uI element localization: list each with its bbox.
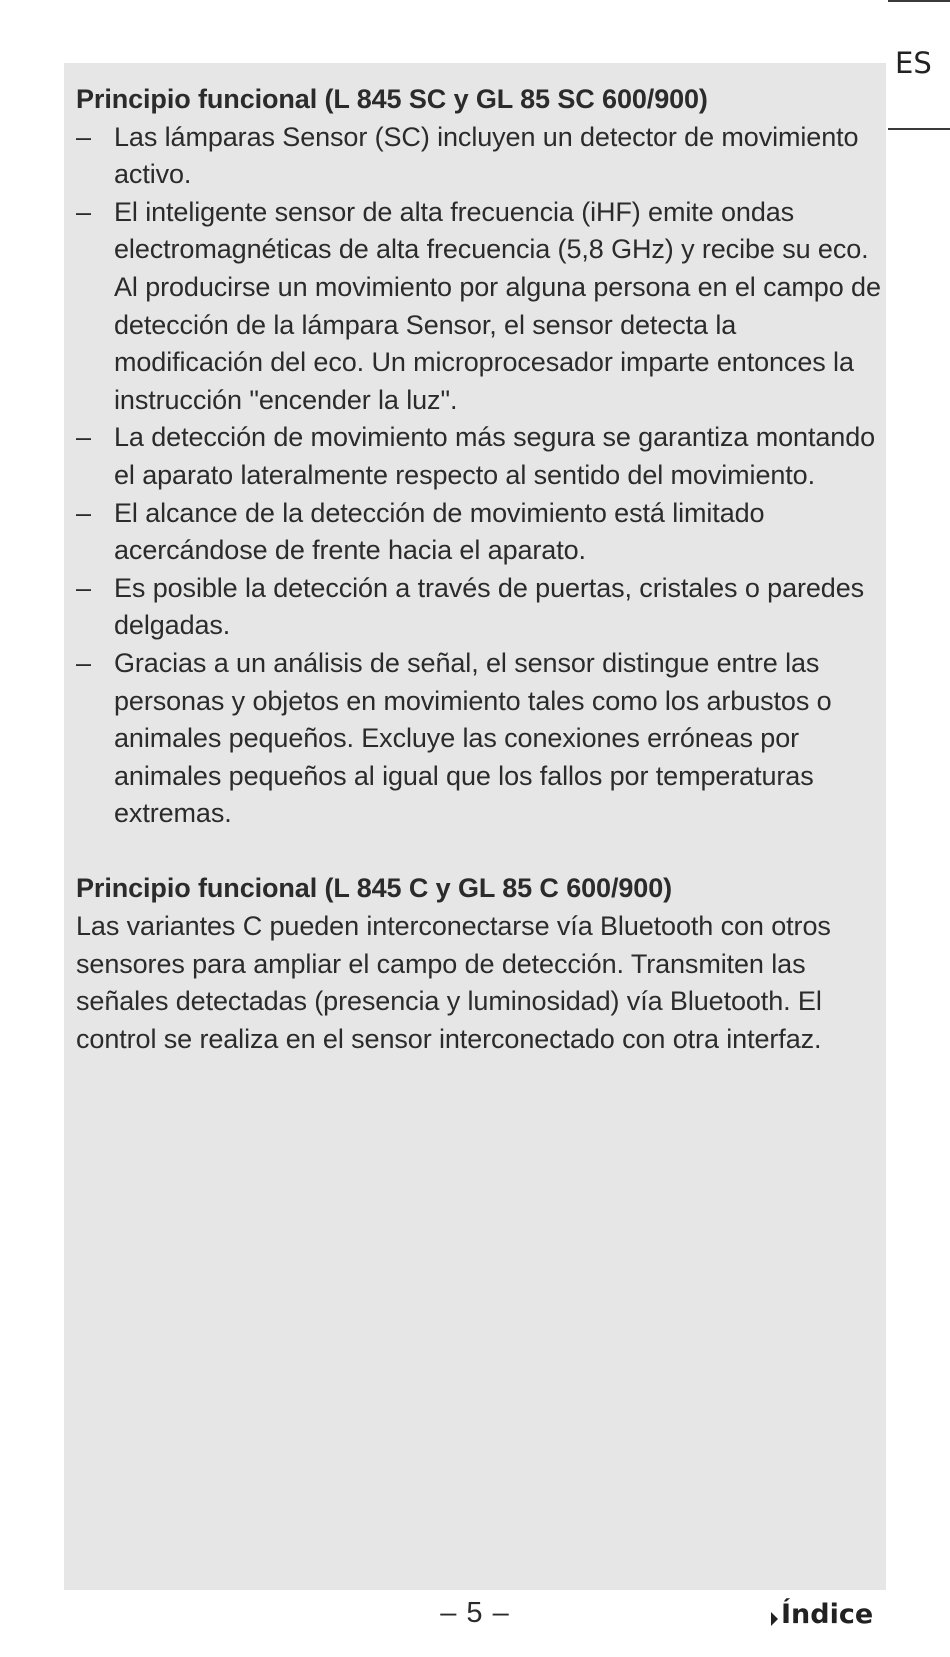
language-tab-bottom-rule [888, 128, 950, 130]
bullet-text: El inteligente sensor de alta frecuencia (iHF) emite ondas electromagnéticas de alta frecuencia (5,8 GHz) y recibe su eco. Al producirse un movimiento por alguna persona en el campo de detección de la lámpara Sensor, el sensor detecta la modificación del eco. Un microprocesador imparte entonces la instrucción "encender la luz". [114, 196, 881, 415]
list-item [76, 119, 888, 194]
bullet-dash: – [76, 647, 91, 678]
bullet-dash: – [76, 121, 91, 152]
section2-heading: Principio funcional (L 845 C y GL 85 C 600/900) [76, 873, 673, 904]
list-item [76, 495, 888, 570]
bullet-text: Gracias a un análisis de señal, el sensor distingue entre las personas y objetos en movimiento tales como los arbustos o animales pequeños. Excluye las conexiones erróneas por animales pequeños al igual que los fallos por temperaturas extremas. [114, 647, 832, 829]
bullet-text: El alcance de la detección de movimiento está limitado acercándose de frente hacia el aparato. [114, 497, 765, 566]
list-item [76, 645, 888, 833]
list-item [76, 570, 888, 645]
content-text [76, 81, 888, 1058]
arrow-right-icon [769, 1605, 779, 1625]
index-link[interactable] [769, 1599, 873, 1630]
list-item [76, 194, 888, 420]
language-label: ES [895, 46, 932, 80]
index-link-label: Índice [781, 1599, 874, 1630]
bullet-dash: – [76, 422, 91, 453]
bullet-text: La detección de movimiento más segura se garantiza montando el aparato lateralmente respecto al sentido del movimiento. [114, 422, 876, 490]
bullet-text: Es posible la detección a través de puertas, cristales o paredes delgadas. [114, 572, 865, 641]
content-panel [64, 63, 886, 1590]
section2-paragraph: Las variantes C pueden interconectarse vía Bluetooth con otros sensores para ampliar el campo de detección. Transmiten las señales detectadas (presencia y luminosidad) vía Bluetooth. El control se realiza en el sensor interconectado con otra interfaz. [76, 911, 831, 1054]
section1-heading: Principio funcional (L 845 SC y GL 85 SC 600/900) [76, 84, 708, 114]
language-tab-top-rule [888, 0, 950, 2]
section-spacer [76, 833, 888, 871]
bullet-dash: – [76, 497, 91, 528]
section1-bullet-list [76, 119, 888, 833]
bullet-text: Las lámparas Sensor (SC) incluyen un detector de movimiento activo. [114, 121, 859, 190]
bullet-dash: – [76, 196, 91, 227]
page-number: – 5 – [440, 1597, 510, 1629]
bullet-dash: – [76, 572, 91, 603]
list-item [76, 419, 888, 494]
